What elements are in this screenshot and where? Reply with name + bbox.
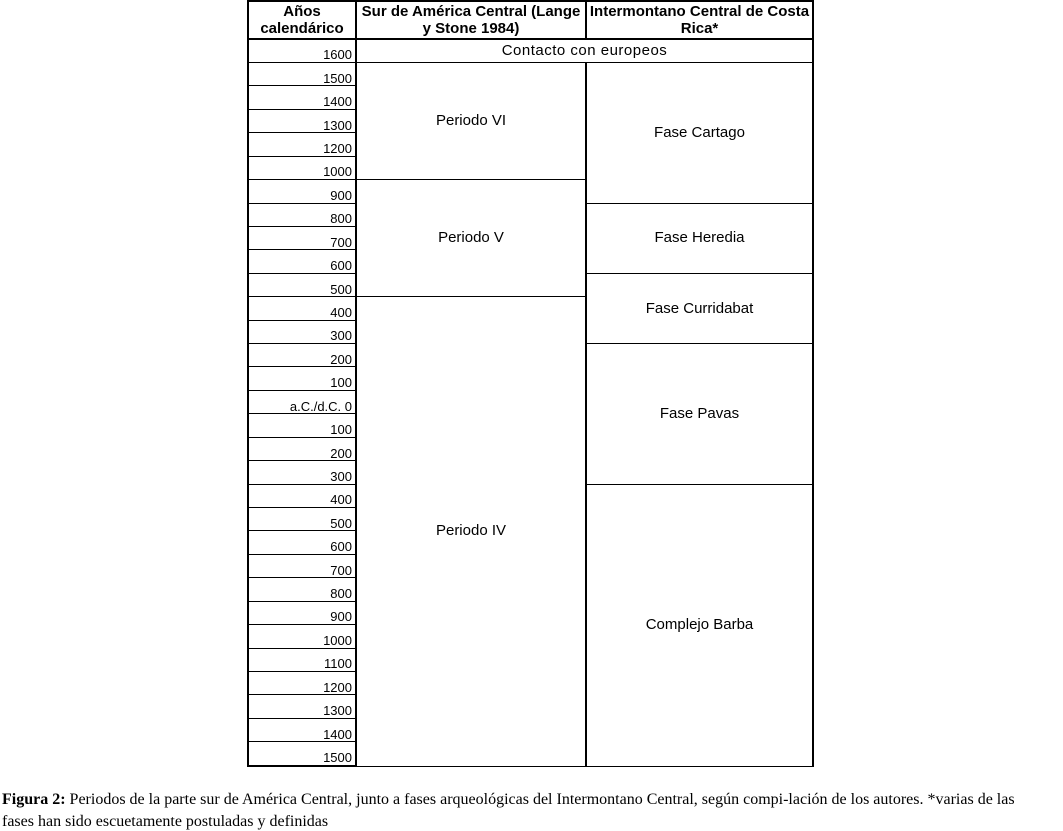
period-cell: Periodo IV [356,297,586,766]
year-cell: 400 [248,484,356,507]
year-cell: 1300 [248,109,356,132]
table-row [248,39,813,63]
phase-cell: Fase Heredia [586,203,813,273]
year-cell: a.C./d.C. 0 [248,390,356,413]
caption-label: Figura 2: [2,791,66,808]
year-cell: 700 [248,554,356,577]
year-cell: 1100 [248,648,356,671]
phase-cell: Complejo Barba [586,484,813,766]
phase-cell: Fase Curridabat [586,273,813,343]
year-cell: 800 [248,578,356,601]
year-cell: 100 [248,414,356,437]
year-cell: 200 [248,344,356,367]
year-cell: 200 [248,437,356,460]
year-cell: 1200 [248,671,356,694]
year-cell: 700 [248,226,356,249]
table-row [248,62,813,85]
period-cell: Periodo VI [356,62,586,179]
chronology-table [247,0,814,767]
year-cell: 1400 [248,718,356,741]
year-cell: 1000 [248,156,356,179]
year-cell: 1600 [248,39,356,63]
year-cell: 1300 [248,695,356,718]
year-cell: 1400 [248,86,356,109]
year-cell: 900 [248,180,356,203]
year-cell: 1500 [248,62,356,85]
phase-cell: Fase Pavas [586,344,813,485]
year-cell: 600 [248,531,356,554]
south-america-column-header: Sur de América Central (Lange y Stone 1984) [356,1,586,39]
year-cell: 300 [248,461,356,484]
year-cell: 400 [248,297,356,320]
table-header-row [248,1,813,39]
year-cell: 1500 [248,742,356,766]
year-cell: 1000 [248,625,356,648]
european-contact-cell: Contacto con europeos [356,39,813,63]
year-cell: 600 [248,250,356,273]
year-cell: 900 [248,601,356,624]
period-cell: Periodo V [356,180,586,297]
year-cell: 300 [248,320,356,343]
year-cell: 500 [248,273,356,296]
year-cell: 500 [248,508,356,531]
intermontane-column-header: Intermontano Central de Costa Rica* [586,1,813,39]
year-cell: 800 [248,203,356,226]
phase-cell: Fase Cartago [586,62,813,203]
figure-caption [2,789,1042,831]
year-cell: 1200 [248,133,356,156]
caption-text: Periodos de la parte sur de América Central, junto a fases arqueológicas del Intermontano Central, según compi-lación de los autores. *varias de las fases han sido escuetamente postuladas y definidas [2,791,1015,830]
year-cell: 100 [248,367,356,390]
years-column-header: Años calendárico [248,1,356,39]
